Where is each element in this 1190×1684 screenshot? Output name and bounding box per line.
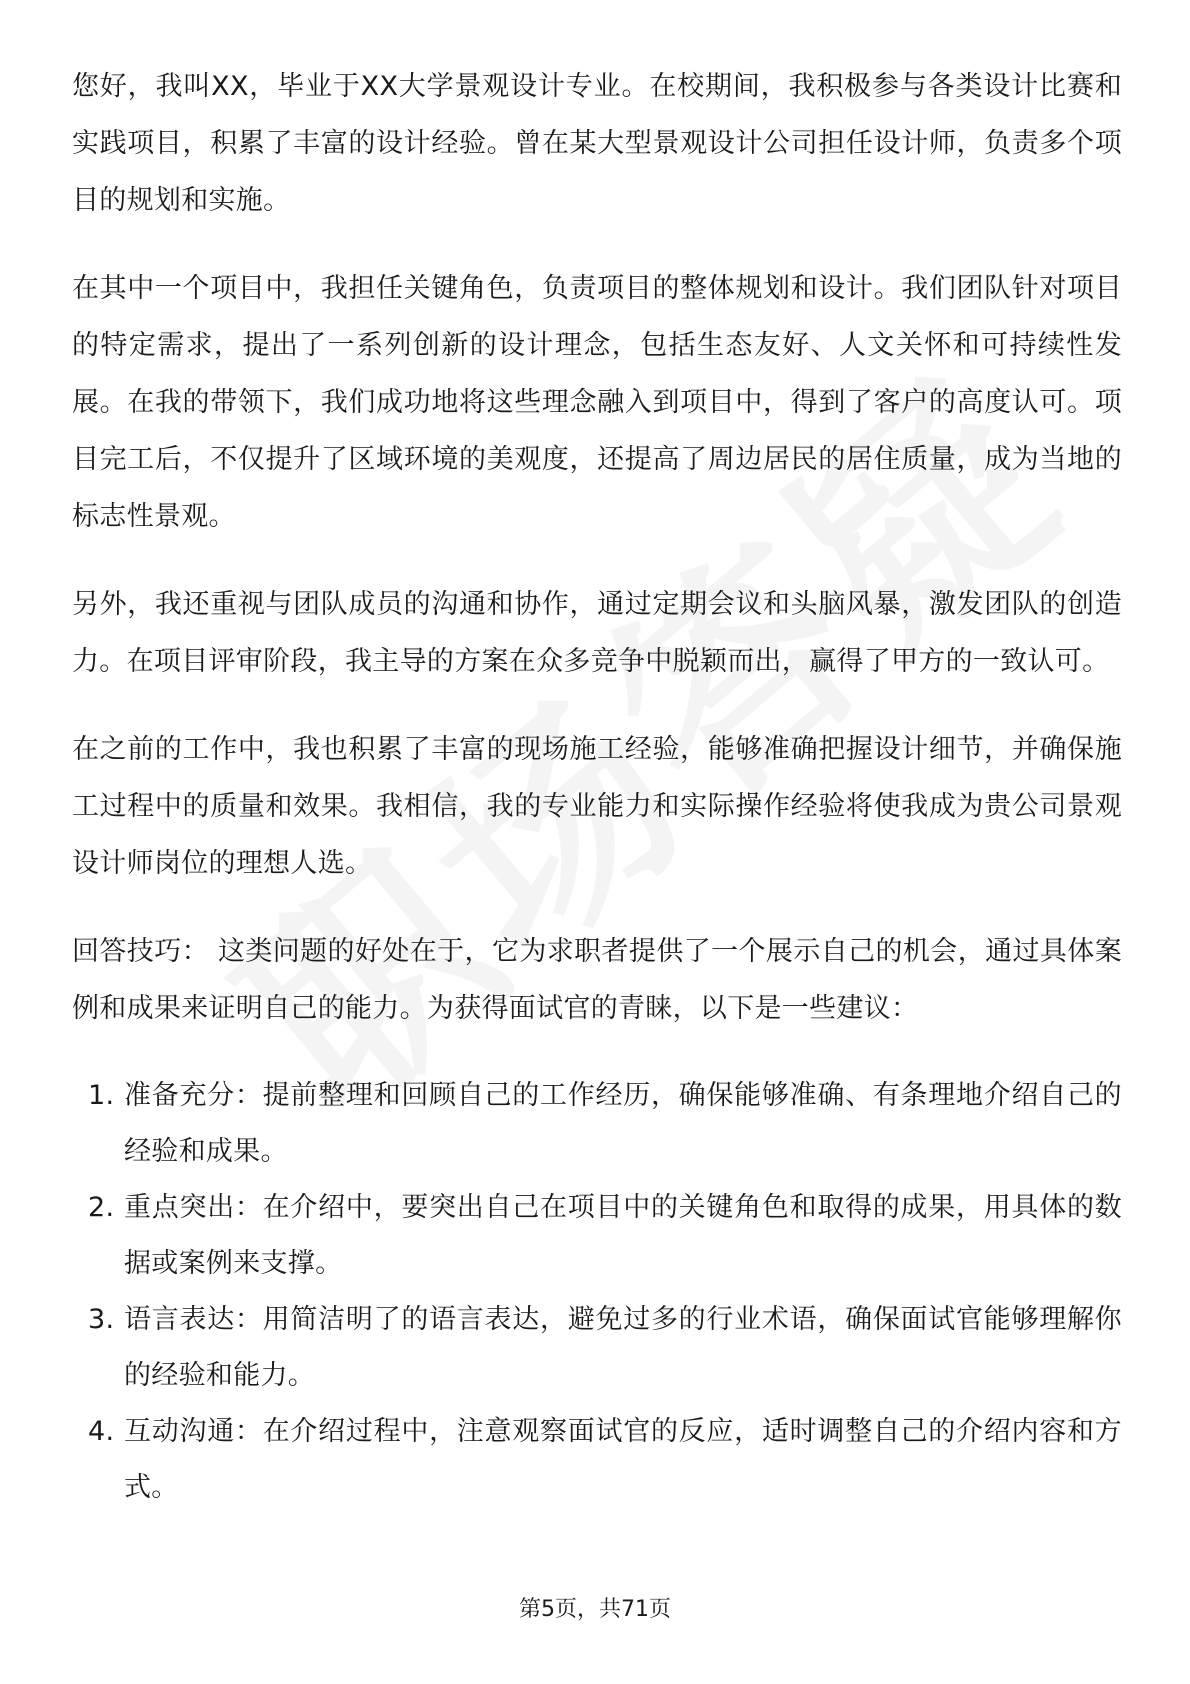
paragraph-teamwork: 另外，我还重视与团队成员的沟通和协作，通过定期会议和头脑风暴，激发团队的创造力。在项目评审阶段，我主导的方案在众多竞争中脱颖而出，赢得了甲方的一致认可。 — [72, 589, 1122, 677]
list-item-text: 互动沟通：在介绍过程中，注意观察面试官的反应，适时调整自己的介绍内容和方式。 — [124, 1416, 1122, 1503]
list-item — [72, 1404, 1122, 1516]
list-item — [72, 1068, 1122, 1180]
list-item-text: 准备充分：提前整理和回顾自己的工作经历，确保能够准确、有条理地介绍自己的经验和成果。 — [124, 1080, 1122, 1167]
list-item-number: 2. — [88, 1192, 115, 1223]
list-item-number: 4. — [88, 1416, 115, 1447]
paragraph-intro: 您好，我叫XX，毕业于XX大学景观设计专业。在校期间，我积极参与各类设计比赛和实践项目，积累了丰富的设计经验。曾在某大型景观设计公司担任设计师，负责多个项目的规划和实施。 — [72, 71, 1122, 216]
list-item-number: 1. — [88, 1080, 115, 1111]
document-body — [72, 58, 1122, 1516]
tips-list — [72, 1068, 1122, 1516]
paragraph-experience: 在之前的工作中，我也积累了丰富的现场施工经验，能够准确把握设计细节，并确保施工过程中的质量和效果。我相信，我的专业能力和实际操作经验将使我成为贵公司景观设计师岗位的理想人选。 — [72, 734, 1122, 879]
list-item-text: 重点突出：在介绍中，要突出自己在项目中的关键角色和取得的成果，用具体的数据或案例来支撑。 — [124, 1192, 1122, 1279]
list-item-number: 3. — [88, 1304, 115, 1335]
paragraph-project: 在其中一个项目中，我担任关键角色，负责项目的整体规划和设计。我们团队针对项目的特定需求，提出了一系列创新的设计理念，包括生态友好、人文关怀和可持续性发展。在我的带领下，我们成功地将这些理念融入到项目中，得到了客户的高度认可。项目完工后，不仅提升了区域环境的美观度，还提高了周边居民的居住质量，成为当地的标志性景观。 — [72, 273, 1122, 532]
list-item — [72, 1292, 1122, 1404]
list-item-text: 语言表达：用简洁明了的语言表达，避免过多的行业术语，确保面试官能够理解你的经验和能力。 — [124, 1304, 1122, 1391]
list-item — [72, 1180, 1122, 1292]
paragraph-answer-tips: 回答技巧： 这类问题的好处在于，它为求职者提供了一个展示自己的机会，通过具体案例和成果来证明自己的能力。为获得面试官的青睐，以下是一些建议： — [72, 936, 1122, 1024]
page-number-footer: 第5页，共71页 — [519, 1597, 671, 1622]
